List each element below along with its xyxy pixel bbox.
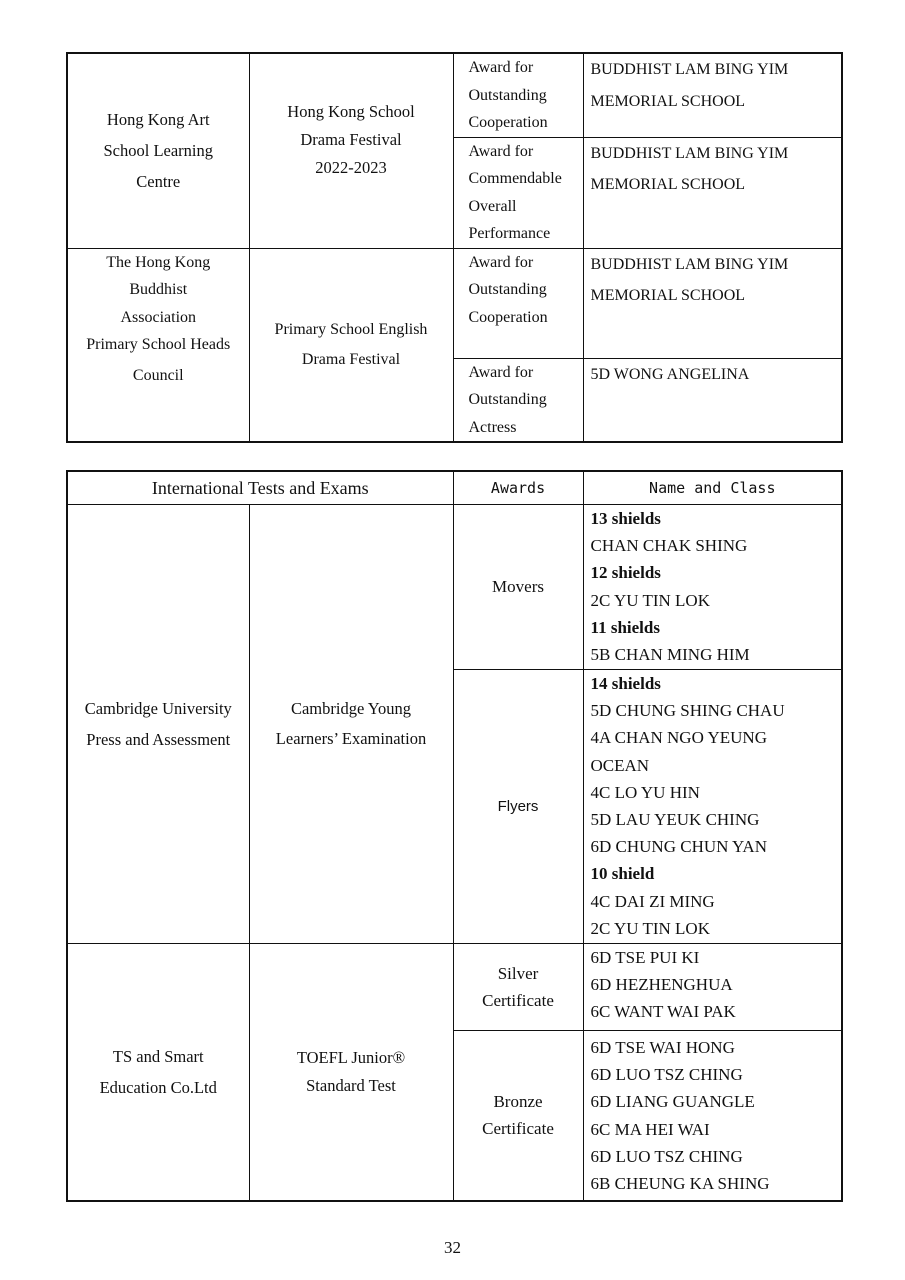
- award-line: Actress: [468, 418, 517, 436]
- name-cell: [583, 505, 842, 670]
- student-name: 6D TSE WAI HONG: [590, 1038, 735, 1057]
- award-line: Outstanding: [468, 391, 547, 408]
- event-cell: [249, 248, 453, 442]
- awards-header: Awards: [453, 471, 583, 505]
- organizer-cell: [67, 505, 249, 944]
- name-cell: [583, 358, 842, 442]
- award-line: Overall: [468, 197, 517, 215]
- drama-awards-table: [66, 52, 843, 443]
- student-name: 2C YU TIN LOK: [590, 590, 710, 610]
- award-cell: [453, 137, 583, 248]
- organizer-line: Education Co.Ltd: [99, 1077, 217, 1097]
- event-line: Drama Festival: [300, 130, 402, 149]
- award-line: Award for: [468, 59, 534, 76]
- event-line: 2022-2023: [315, 158, 387, 177]
- event-line: Standard Test: [306, 1075, 396, 1095]
- name-cell: [583, 670, 842, 944]
- organizer-cell: [67, 53, 249, 248]
- student-name: 4A CHAN NGO YEUNG: [590, 728, 767, 748]
- event-line: Primary School English: [274, 320, 428, 338]
- award-cell: [453, 358, 583, 442]
- student-name: 2C YU TIN LOK: [590, 918, 710, 938]
- organizer-line: TS and Smart: [112, 1046, 204, 1066]
- section-header: International Tests and Exams: [67, 471, 453, 505]
- student-name: 6D TSE PUI KI: [590, 948, 700, 967]
- award-line: Outstanding: [468, 281, 547, 298]
- award-cell: [453, 1031, 583, 1201]
- organizer-line: Hong Kong Art: [106, 110, 210, 130]
- award-line: Cooperation: [468, 308, 548, 326]
- student-name: 5D CHUNG SHING CHAU: [590, 701, 785, 721]
- name-class-header: Name and Class: [583, 471, 842, 505]
- award-label: Certificate: [482, 1119, 554, 1139]
- shield-count: 12 shields: [590, 563, 661, 583]
- student-name: 5D LAU YEUK CHING: [590, 810, 760, 830]
- student-name: 5B CHAN MING HIM: [590, 645, 750, 665]
- event-line: Hong Kong School: [287, 102, 415, 121]
- event-line: Drama Festival: [301, 350, 401, 368]
- shield-count: 14 shields: [590, 674, 661, 693]
- student-name: 6B CHEUNG KA SHING: [590, 1174, 770, 1194]
- student-name: 6D CHUNG CHUN YAN: [590, 837, 767, 857]
- student-name: 4C LO YU HIN: [590, 782, 700, 802]
- award-cell: [453, 248, 583, 358]
- event-line: Learners’ Examination: [275, 729, 427, 748]
- organizer-cell: [67, 944, 249, 1201]
- organizer-line: School Learning: [103, 141, 213, 161]
- recipient-name: MEMORIAL SCHOOL: [590, 287, 746, 304]
- award-label: Bronze: [493, 1091, 543, 1111]
- organizer-line: Primary School Heads: [86, 336, 231, 353]
- event-cell: [249, 505, 453, 944]
- student-name: CHAN CHAK SHING: [590, 536, 748, 556]
- award-line: Award for: [468, 363, 534, 381]
- student-name: 6C WANT WAI PAK: [590, 1002, 736, 1022]
- recipient-name: BUDDHIST LAM BING YIM: [590, 144, 789, 162]
- award-label: Movers: [492, 577, 544, 597]
- award-cell: [453, 670, 583, 944]
- shield-count: 10 shield: [590, 864, 655, 884]
- recipient-name: BUDDHIST LAM BING YIM: [590, 61, 789, 78]
- student-name: OCEAN: [590, 755, 650, 775]
- recipient-name: MEMORIAL SCHOOL: [590, 92, 746, 110]
- award-line: Commendable: [468, 170, 562, 187]
- name-cell: [583, 1031, 842, 1201]
- shield-count: 13 shields: [590, 509, 661, 528]
- student-name: 4C DAI ZI MING: [590, 891, 715, 911]
- award-line: Cooperation: [468, 114, 548, 131]
- recipient-name: MEMORIAL SCHOOL: [590, 176, 746, 193]
- event-cell: [249, 53, 453, 248]
- recipient-name: 5D WONG ANGELINA: [590, 365, 750, 383]
- award-label: Silver: [497, 963, 539, 983]
- event-line: Cambridge Young: [290, 699, 412, 718]
- organizer-line: Association: [120, 308, 197, 326]
- event-cell: [249, 944, 453, 1201]
- student-name: 6C MA HEI WAI: [590, 1119, 710, 1139]
- event-line: TOEFL Junior®: [296, 1047, 406, 1067]
- student-name: 6D HEZHENGHUA: [590, 975, 733, 995]
- student-name: 6D LIANG GUANGLE: [590, 1092, 755, 1112]
- name-cell: [583, 944, 842, 1031]
- award-cell: [453, 505, 583, 670]
- page-number: 32: [444, 1238, 461, 1257]
- award-label: Flyers: [497, 797, 539, 815]
- award-cell: [453, 944, 583, 1031]
- organizer-line: The Hong Kong: [106, 253, 211, 271]
- award-cell: [453, 53, 583, 137]
- award-line: Performance: [468, 225, 551, 242]
- organizer-line: Cambridge University: [84, 699, 232, 718]
- organizer-line: Buddhist: [129, 281, 188, 298]
- name-cell: [583, 248, 842, 358]
- award-line: Award for: [468, 142, 534, 160]
- award-label: Certificate: [482, 991, 554, 1010]
- student-name: 6D LUO TSZ CHING: [590, 1065, 743, 1085]
- student-name: 6D LUO TSZ CHING: [590, 1146, 743, 1166]
- award-line: Award for: [468, 253, 534, 271]
- organizer-line: Centre: [136, 172, 181, 192]
- award-line: Outstanding: [468, 86, 547, 104]
- shield-count: 11 shields: [590, 617, 660, 637]
- international-exams-table: [66, 470, 843, 1202]
- organizer-line: Council: [132, 366, 184, 384]
- name-cell: [583, 137, 842, 248]
- organizer-cell: [67, 248, 249, 442]
- name-cell: [583, 53, 842, 137]
- recipient-name: BUDDHIST LAM BING YIM: [590, 255, 789, 273]
- organizer-line: Press and Assessment: [86, 730, 231, 749]
